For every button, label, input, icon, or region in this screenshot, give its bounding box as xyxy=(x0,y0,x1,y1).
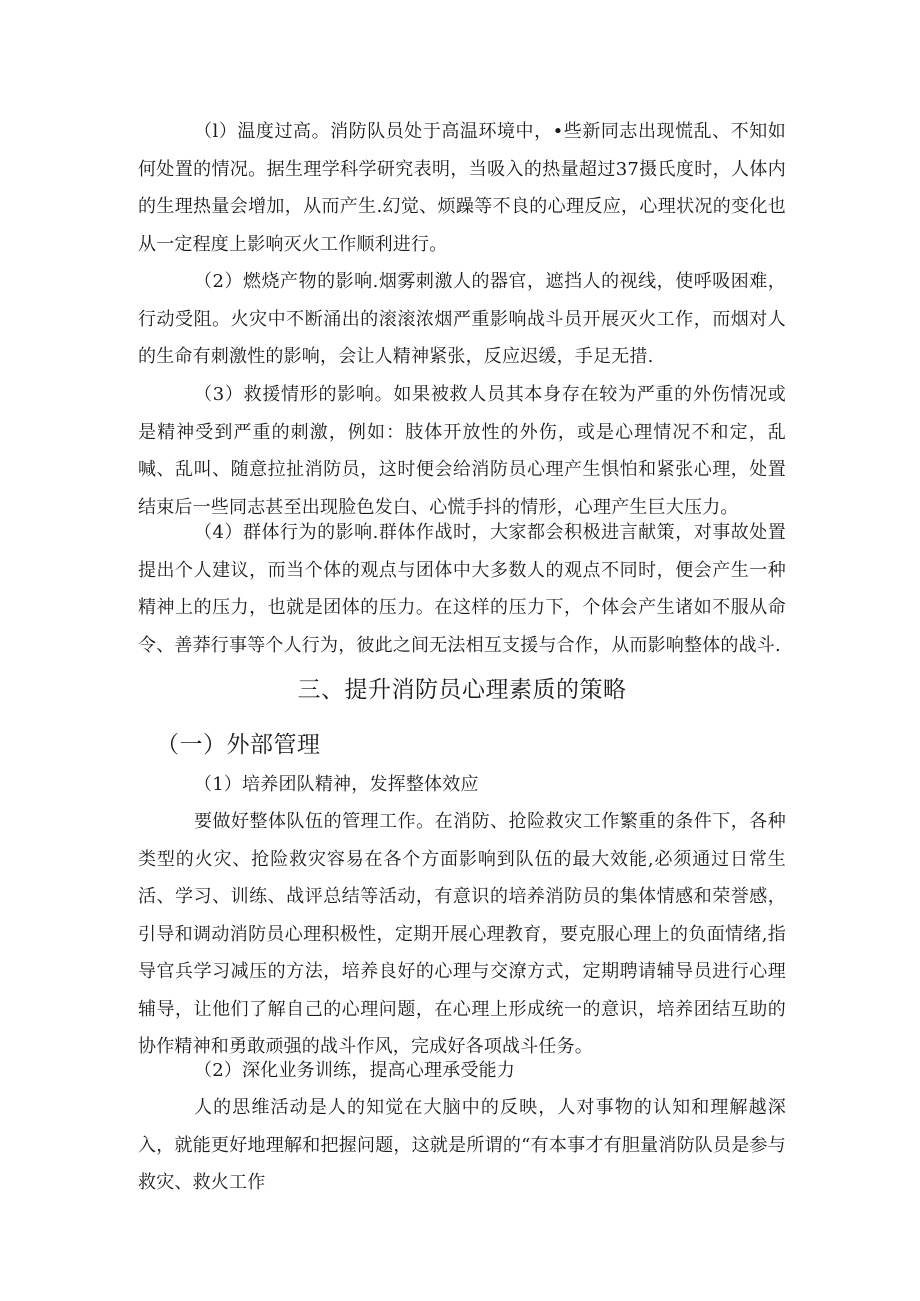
subsection-heading: （一）外部管理 xyxy=(156,732,321,758)
item-heading-team-spirit: （1）培养团队精神，发挥整体效应 xyxy=(194,774,479,795)
paragraph-temperature: （l）温度过高。消防队员处于高温环境中，•些新同志出现慌乱、不知如何处置的情况。据生理学科学研究表明，当吸入的热量超过37摄氏度时，人体内的生理热量会增加，从而产生.幻觉、烦躁等不良的心理反应，心理状况的变化也从一定程度上影响灭火工作顺利进行。 xyxy=(138,121,786,255)
section-heading: 三、提升消防员心理素质的策略 xyxy=(297,677,627,703)
paragraph-rescue-situation: （3）救援情形的影响。如果被救人员其本身存在较为严重的外伤情况或是精神受到严重的刺激，例如：肢体开放性的外伤，或是心理情况不和定，乱喊、乱叫、随意拉扯消防员，这时便会给消防员心理产生惧怕和紧张心理，处置结束后一些同志甚至出现脸色发白、心慌手抖的情形，心理产生巨大压力。 xyxy=(138,384,786,518)
paragraph-thinking: 人的思维活动是人的知觉在大脑中的反映，人对事物的认知和理解越深入，就能更好地理解和把握问题，这就是所谓的“有本事才有胆量消防队员是参与救灾、救火工作 xyxy=(138,1097,786,1193)
paragraph-team-management: 要做好整体队伍的管理工作。在消防、抢险救灾工作繁重的条件下，各种类型的火灾、抢险救灾容易在各个方面影响到队伍的最大效能,必须通过日常生活、学习、训练、战评总结等活动，有意识的培养消防员的集体情感和荣誉感，引导和调动消防员心理积极性，定期开展心理教育，要克服心理上的负面情绪,指导官兵学习减压的方法，培养良好的心理与交潦方式，定期聘请辅导员进行心理辅导，让他们了解自己的心理问题，在心理上形成统一的意识，培养团结互助的协作精神和勇敢顽强的战斗作风，完成好各项战斗任务。 xyxy=(138,811,786,1057)
paragraph-group-behavior: （4）群体行为的影响.群体作战时，大家都会积极进言献策，对事故处置提出个人建议，而当个体的观点与团体中大多数人的观点不同时，便会产生一种精神上的压力，也就是团体的压力。在这样的压力下，个体会产生诸如不服从命令、善莽行事等个人行为，彼此之间无法相互支援与合作，从而影响整体的战斗. xyxy=(138,522,786,656)
paragraph-combustion-products: （2）燃烧产物的影响.烟雾刺激人的器官，遮挡人的视线，使呼吸困难，行动受阻。火灾中不断涌出的滚滚浓烟严重影响战斗员开展灭火工作，而烟对人的生命有刺激性的影响，会让人精神紧张，反应迟缓，手足无措. xyxy=(138,271,786,367)
item-heading-training: （2）深化业务训练，提高心理承受能力 xyxy=(194,1060,516,1081)
